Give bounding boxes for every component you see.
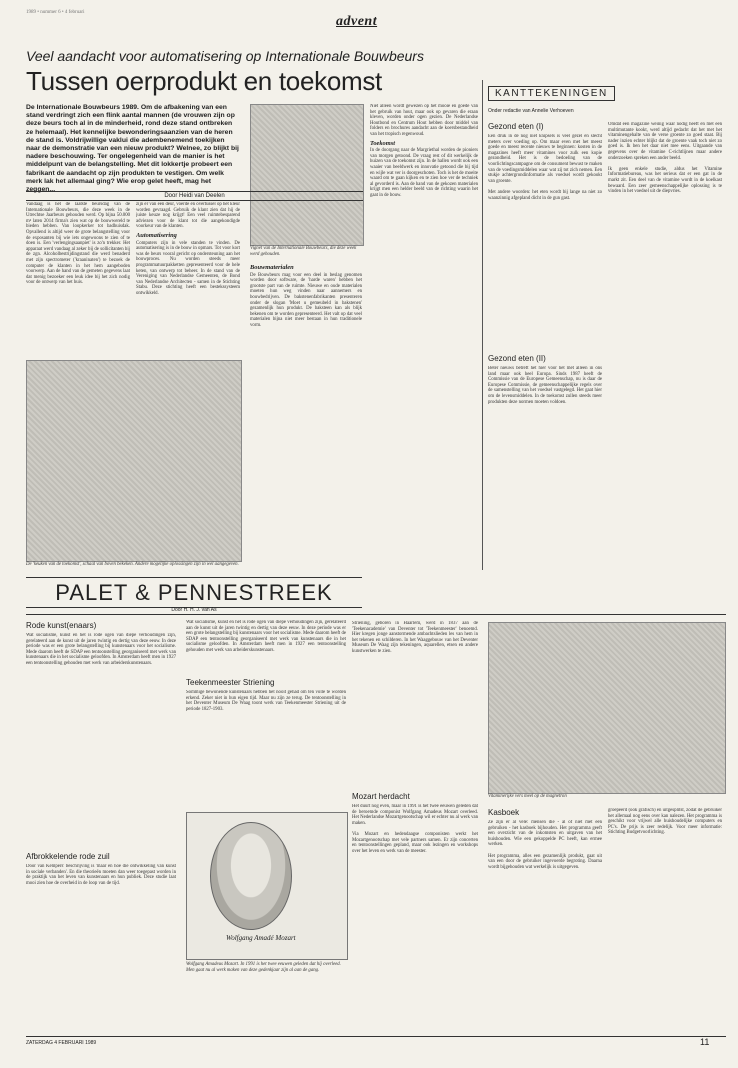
mozart-portrait: [210, 822, 292, 930]
article-kicker: Veel aandacht voor automatisering op Internationale Bouwbeurs: [26, 48, 424, 64]
palet-col3-text: Striening, geboren in Haarlem, werd in 1837 aan de 'Teekenacademie' van Deventer tot 'Teekenmeester' benoemd. Hier kregen jonge aanstormende ambachtslieden les van hem in het tekenen en schilderen. In het Waaggebouw van het Deventer Museum De Waag zijn tekeningen, aquarellen, etsen en andere kunstwerken te zien.: [352, 621, 478, 654]
mozart-text: Het duurt nog even, maar in 1991 is het twee eeuwen geleden dat de beroemde componist Wolfgang Amadeus Mozart overleed. Het Nederlandse Mozartgenootschap wil er echter nu al werk van maken.: [352, 804, 478, 826]
kant-right-text-2: Ik geen enkele studie, aldus het Vitamine Informatiebureau, was het serieus dat er een gat in de markt zit. Een deel van de vitamine wordt in de koelkast bewaard. Een zeer gemeenschappelijke oplossing is te vinden in het voedsel uit de diepvries.: [608, 166, 722, 195]
article-column-1: [26, 202, 130, 354]
article-column-3: [370, 104, 478, 572]
photo-caption-keuken: De 'keuken van de toekomst', schaal van boven bekeken. Andere mogelijke oplossingen zijn in wel aangegeven.: [26, 562, 239, 567]
palet-column-2: [186, 620, 346, 676]
kasboek-text: Ze zijn er al vele: mensen die - al of niet met een gebruiken - het kasboek bijhouden. Het programma geeft een overzicht van de inkomsten en uitgaven van het huishouden. Wie een gekoppelde PC heeft, kan ermee werken.: [488, 820, 602, 848]
rode-kunst-text: Wat socialisme, kunst en het is rode ogen van diepe verhoudingen zijn, gerelateerd aan de kunst uit de jaren twintig en dertig van deze eeuw. In deze periode was er een grote belangstelling bij kunstenaars voor het socialisme. Mede daarom heeft de SDAP een tentoonstelling georganiseerd met werk van kunstenaars die in het socialisme geloofden. In Amsterdam heeft men in 1927 een tentoonstelling gehouden met werk van arbeiderskunstenaars.: [26, 633, 176, 666]
palet-col2-intro-text: Wat socialisme, kunst en het is rode ogen van diepe verhoudingen zijn, gerelateerd aan de kunst uit de jaren twintig en dertig van deze eeuw. In deze periode was er een grote belangstelling bij kunstenaars voor het socialisme. Mede daarom heeft de SDAP een tentoonstelling georganiseerd met werk van kunstenaars die in het socialisme geloofden. In Amsterdam heeft men in 1927 een tentoonstelling gehouden met werk van arbeiderskunstenaars.: [186, 620, 346, 653]
section-head-rode-kunst: Rode kunst(enaars): [26, 621, 97, 630]
divider-vertical: [482, 80, 483, 570]
teekenmeester-text: Sommige bewonende kunstenaars hebben het nooit gehad om ten volle te worden erkend. Zeker niet in hun eigen tijd. Maar nu zijn ze terug. De tentoonstelling in het Deventer Museum De Waag toont werk van Teekenmeester Striening uit de periode 1827-1903.: [186, 690, 346, 712]
kasboek-column-1: [488, 820, 602, 1034]
kasboek-text-2: Het programma, alles een gezamenlijk produkt, gaat uit van een door de gebruiker ingevoerde begroting. Daarna wordt bijgehouden wat werkelijk is uitgegeven.: [488, 853, 602, 870]
palet-byline: Door H. H. J. van As: [171, 607, 217, 613]
palet-rule: [26, 614, 726, 615]
section-head-teekenmeester: Teekenmeester Striening: [186, 678, 275, 687]
kasboek-column-2: [608, 808, 722, 1034]
kant-section2-text: Beter nieuws betreft het hier voor het met alleen in ons land maar ook heel Europa. Sinds 1987 heeft de Commissie van de Europese Gemeenschap, nu is daar de Europese Commissie, de gemeenschappelijke regels over de samenstelling van het voedsel vastgelegd. Het gaat hier om de levensmiddelen. In de toekomst zullen steeds meer produkten deze normen moeten voldoen.: [488, 366, 602, 405]
article-byline: Door Heidi van Deelen: [26, 191, 363, 201]
palet-col3-text-2: Via Mozart en hedendaagse componisten werkt het Mozartgenootschap met vele partners samen. Er zijn concerten en tentoonstellingen gepland, maar ook lezingen en workshops over het leven en werk van de meester.: [352, 831, 478, 854]
footer-date: ZATERDAG 4 FEBRUARI 1989: [26, 1040, 97, 1046]
subhead-bouwmaterialen: Bouwmaterialen: [250, 264, 294, 271]
kanttekeningen-subtitle: Onder redactie van Annelie Verhoeven: [488, 108, 574, 114]
article-headline: Tussen oerprodukt en toekomst: [26, 66, 382, 96]
magnetron-photo: [488, 622, 726, 794]
kant-section1-text-2: Met andere woorden: het eten wordt bij lange na niet zo waanzinnig afgepland dicht in de gun gast.: [488, 189, 602, 201]
section-head-afbrokkelende: Afbrokkelende rode zuil: [26, 852, 110, 861]
palet-column-1: [26, 633, 176, 847]
afbrokkelende-text: Door van Kempers' beschrijving is 'maar en hoe die ontwikkeling van kunst in sociale verbanden'. En die theorieën moeten dan weer toegepast worden in de praktijk van het leven van kunstenaars en hun publiek. Deze studie laat mooi zien hoe de overheid in de loop van de tijd.: [26, 864, 176, 886]
palet-title: PALET & PENNESTREEK: [26, 577, 362, 608]
kanttekeningen-logo: KANTTEKENINGEN: [488, 86, 615, 101]
section-head-gezond-1: Gezond eten (I): [488, 122, 544, 131]
beurs-vignet-photo: [250, 104, 364, 246]
column-3-text-2: In de doorgang naar de Margriethal worden de pioniers van morgen getoond. De vraag rest of dit werkelijk de huizen van de toekomst zijn. In de hallen wordt ook een waaier van beeldwerk en innovatie getoond die bij tijd en wijle wat ver is doorgeschoten. Toch is het de moeite waard om te gaan kijken en te zien hoe ver de techniek al gevorderd is. Aan de hand van de gekozen materialen krijgt men een helder beeld van de richting waarin het gaat in de bouw.: [370, 148, 478, 198]
magnetron-caption: Vitaminerijke vers meel op de magnetron: [488, 794, 567, 799]
keuken-toekomst-photo: [26, 360, 242, 562]
column-2-text-2: Computers zijn in vele standen te vinden. De automatisering is in de bouw in opmars. Tot voor kort was de beurs vooral gericht op ondersteuning aan het bouwproces. Nu worden steeds meer programmatuurpakketten gepresenteerd voor de hele keten, van ontwerp tot beheer. In de stand van de Vereniging van Nederlandse Gemeenten, de Bond van Nederlandse Architecten - samen in de Stichting Stabu. Deze stichting heeft een bestekssysteem ontwikkeld.: [136, 240, 240, 296]
kant-section1-text: Een druk in de nog niet knipsels is veel gezel en slecht meters over voeding op. Om maar even met het meest goede en meest recente nieuws te beginnen: kosten in de magazines heeft meer vitamines voor zulk een kopie gezondheid. Het is de bedoeling van de voorlichtingscampagne om de consument bewust te maken van de voedingsmiddelen waar wat zij tot zich nemen. Een stukje achtergrondinformatie als voedsel wordt gekookt van groente.: [488, 134, 602, 184]
kant-right-text: Omdat een magazine weinig waar nodig heeft en met een multimutante kookt, werd altijd gedacht dat het met het vitaminengehalte van de verse groente zo goed staat. Bij nader inzien echter blijkt dat de groente vaak toch niet zo goed is. Ik ben het daar niet mee eens. Uitgaande van gegevens over de vitamine C-richtlijnen maar andere onderzoeken spreken een ander beeld.: [608, 122, 722, 161]
column-3-text: Niet alleen wordt gewezen op het mooie en goede van het gebruik van hout, maar ook op gevaren die eraan kleven, worden onder ogen gezien. De Nederlandse Houtbond en Centrum Hout hebben door middel van folders en brochures aandacht aan de koersbestandheid van het tropisch regenwoud.: [370, 104, 478, 137]
page-number: 11: [700, 1037, 710, 1047]
section-head-kasboek: Kasboek: [488, 808, 520, 817]
footer-rule: [26, 1036, 726, 1037]
masthead-logo: advent: [336, 14, 378, 29]
mozart-caption: Wolfgang Amadeus Mozart. In 1991 is het twee eeuwen geleden dat hij overleed. Men gaat nu al werk maken van deze gedenkjaar zijn al aan de gang.: [186, 962, 341, 973]
palet-column-2b: [186, 690, 346, 808]
article-column-2: [136, 202, 240, 354]
kasboek-col2-text: groepeerd (ook grafisch) en uitgesplitst, zodat de gebruiker het allemaal nog eens over kan nalezen. Het programma is geschikt voor vrijwel alle huishoudelijke computers en PC's. De prijs is zeer redelijk. Voor meer informatie: Stichting Budgetvoorlichting.: [608, 808, 722, 836]
section-head-mozart: Mozart herdacht: [352, 792, 410, 801]
column-1-text: Vandaag is het de laatste beursdag van de Internationale Bouwbeurs, die deze week in de Utrechtse Jaarbeurs gehouden werd. Op bijna 50.000 m² laten 2014 firma's zien wat op de bouwwereld te bieden hebben. Van loopkerker tot badhuisdak. Opvallend is altijd weer de grote belangstelling voor de exposanten bij wie iets ongewoons te zien of te doen is. Een 'verlengingsaanpiet' is zo'n trekker. Het apparaat werd vandaag al zeker bij de sollicitanten bij de zgn. Alcoholbestrijdingstand die werd benaderd met zijn spectrometer ('kraaninaten') te bezoek de computer de klanten in het hem aangeboden voorwerp. Aan de hand van de gemeten gegevens laat dat menig bezoeker een leuk idee bij het zich nodig voor de ontwerp van het huis.: [26, 202, 130, 286]
palet-column-1b: [26, 864, 176, 1034]
photo-caption-vignet: Vignet van de Internationale Bouwbeurs, die deze week werd gehouden.: [250, 246, 357, 257]
page-top-note: 1989 • nummer 6 • 4 februari: [26, 10, 85, 15]
article-column-mid: [250, 262, 362, 572]
section-head-gezond-2: Gezond eten (II): [488, 354, 546, 363]
article-intro: De Internationale Bouwbeurs 1989. Om de afbakening van een stand verdringt zich een flink aantal mannen (de vrouwen zijn op deze beurs toch al in de minderheid, rond deze stand ontbreken ze helemaal). Het kennelijke bewonderingsaanzien van de heren de stand is. Voldrijwillige vaklui die adembenemend toekijken naar de demonstratie van een nieuw produkt? Welnee, zo blijkt bij nadere beschouwing. Ter ongelegenheid van de manier is het middelpunt van de belangstelling. Met dit lokkertje probeert een fabrikant de aandacht op zijn produkten te vestigen. Om welk merk lak het allemaal ging? Wie erop gelet heeft, mag het zeggen...: [26, 104, 239, 194]
kant-column-right: [608, 122, 722, 570]
palet-column-3b: [352, 804, 478, 1034]
kant-column-1: [488, 134, 602, 346]
column-2-text: zijn er van een deur, voerde en overtussel op het kleur worden gevraagd. Gebruik de klant zien dat hij de juiste keuze nog krijgt! Een veel ruimtebesparend adviezen voor de klant tot die aangekondigde voorkeur van de klanten.: [136, 202, 240, 230]
subhead-toekomst: Toekomst: [370, 139, 395, 147]
subhead-automatisering: Automatisering: [136, 231, 177, 239]
kant-column-2: [488, 366, 602, 570]
column-mid-text: De Bouwbeurs mag voor een deel in beslag genomen worden door software, de 'harde waren' hebben het grootste part van de ruimte. Nieuwe en oude materialen moeten hun weg vinden naar aannemers en bouwbedrijven. De bakstenenfabrikanten presenteren onder de slogan 'Moet u gemeubeld in bakstenen' gezamenlijk hun produkt. De baksteen kan als blijk bekenen om te worden gepresenteerd. Het valt op dat veel materialen bijna niet meer bestaan in hun traditionele vorm.: [250, 272, 362, 328]
mozart-signature: Wolfgang Amadé Mozart: [226, 934, 296, 942]
palet-column-3: [352, 621, 478, 789]
